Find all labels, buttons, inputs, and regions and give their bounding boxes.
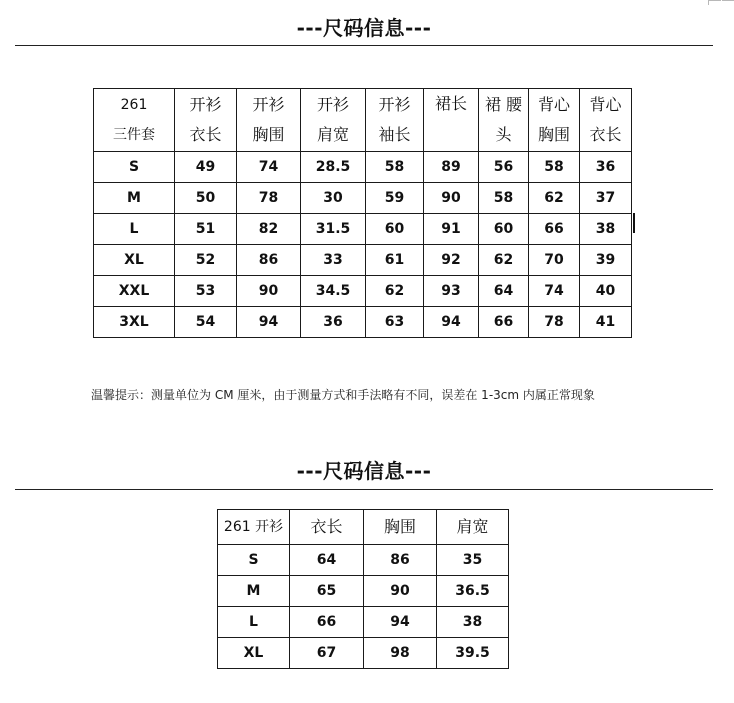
table-cell: S — [218, 545, 290, 576]
table-cell: 98 — [364, 638, 437, 669]
table-cell: XL — [94, 245, 175, 276]
table-cell: 78 — [529, 307, 580, 338]
page-corner-mark-right — [722, 0, 734, 5]
table-cell: 63 — [366, 307, 424, 338]
header-cell-shoulder: 肩宽 — [437, 510, 509, 545]
header-label: 261 三件套 — [113, 97, 155, 143]
table-cell: 74 — [529, 276, 580, 307]
table-cell: XL — [218, 638, 290, 669]
header-label: 背心 胸围 — [537, 95, 570, 144]
header-cell-cardigan-chest — [237, 89, 301, 152]
table-cell: 78 — [237, 183, 301, 214]
header-cell-item: 261 开衫 — [218, 510, 290, 545]
table-cell: M — [218, 576, 290, 607]
table-cell: 39.5 — [437, 638, 509, 669]
table-cell: 58 — [366, 152, 424, 183]
header-label: 开衫 胸围 — [252, 95, 285, 144]
table-cell: 37 — [580, 183, 632, 214]
table-cell: 90 — [424, 183, 479, 214]
table-cell: 64 — [479, 276, 529, 307]
table-cell: XXL — [94, 276, 175, 307]
table-cell: 54 — [175, 307, 237, 338]
table-cell: 94 — [424, 307, 479, 338]
table-cell: 93 — [424, 276, 479, 307]
table-cell: 36.5 — [437, 576, 509, 607]
table-row — [94, 307, 632, 338]
header-cell-cardigan-sleeve — [366, 89, 424, 152]
table-cell: 49 — [175, 152, 237, 183]
table-cell: 90 — [237, 276, 301, 307]
table-row — [94, 152, 632, 183]
table-cell: 62 — [366, 276, 424, 307]
header-label: 开衫 肩宽 — [316, 95, 349, 144]
table-cell: 67 — [290, 638, 364, 669]
section2-divider — [15, 489, 713, 490]
table-cell: 41 — [580, 307, 632, 338]
table-cell: 53 — [175, 276, 237, 307]
section1-divider — [15, 45, 713, 46]
table-cell: 60 — [366, 214, 424, 245]
table-cell: 58 — [529, 152, 580, 183]
header-label: 开衫 袖长 — [378, 95, 411, 144]
table-cell: 36 — [580, 152, 632, 183]
table-cell: 64 — [290, 545, 364, 576]
table-cell: 31.5 — [301, 214, 366, 245]
table-cell: 40 — [580, 276, 632, 307]
table-cell: 33 — [301, 245, 366, 276]
table-cell: 56 — [479, 152, 529, 183]
table-cell: L — [218, 607, 290, 638]
table-cell: 59 — [366, 183, 424, 214]
table-cell: 92 — [424, 245, 479, 276]
table-row — [218, 607, 509, 638]
table-cell: 65 — [290, 576, 364, 607]
table-cell: 86 — [237, 245, 301, 276]
table-row — [94, 214, 632, 245]
measurement-note: 温馨提示：测量单位为 CM 厘米，由于测量方式和手法略有不同，误差在 1-3cm 内属正常现象 — [91, 388, 595, 402]
table-cell: 50 — [175, 183, 237, 214]
table-cell: 66 — [529, 214, 580, 245]
table-cell: 35 — [437, 545, 509, 576]
table-cell: 61 — [366, 245, 424, 276]
table-cell: L — [94, 214, 175, 245]
header-label: 开衫 衣长 — [189, 95, 222, 144]
table-cell: 62 — [479, 245, 529, 276]
table-header-row — [218, 510, 509, 545]
size-table-cardigan — [217, 509, 509, 669]
table-cell: 38 — [580, 214, 632, 245]
table-cell: 58 — [479, 183, 529, 214]
section1-title: ---尺码信息--- — [296, 16, 432, 40]
table-cell: 30 — [301, 183, 366, 214]
table-cell: 38 — [437, 607, 509, 638]
table-cell: 70 — [529, 245, 580, 276]
header-label: 背心 衣长 — [589, 95, 622, 144]
text-cursor-mark — [633, 213, 635, 233]
table-cell: 36 — [301, 307, 366, 338]
table-row — [218, 545, 509, 576]
page-corner-mark-left — [708, 0, 721, 5]
table-cell: 94 — [237, 307, 301, 338]
table-header-row — [94, 89, 632, 152]
table-cell: 91 — [424, 214, 479, 245]
table-cell: 89 — [424, 152, 479, 183]
table-cell: 94 — [364, 607, 437, 638]
header-cell-vest-length — [580, 89, 632, 152]
table-cell: 66 — [290, 607, 364, 638]
table-cell: 34.5 — [301, 276, 366, 307]
header-cell-set — [94, 89, 175, 152]
table-cell: 90 — [364, 576, 437, 607]
table-cell: 52 — [175, 245, 237, 276]
header-cell-length: 衣长 — [290, 510, 364, 545]
table-row — [94, 245, 632, 276]
header-cell-cardigan-shoulder — [301, 89, 366, 152]
header-cell-chest: 胸围 — [364, 510, 437, 545]
header-cell-skirt-waist — [479, 89, 529, 152]
size-table-three-piece — [93, 88, 632, 338]
table-row — [218, 576, 509, 607]
table-row — [94, 183, 632, 214]
table-cell: M — [94, 183, 175, 214]
table-cell: 51 — [175, 214, 237, 245]
table-cell: 3XL — [94, 307, 175, 338]
header-label: 裙 腰 头 — [484, 95, 523, 144]
table-cell: 60 — [479, 214, 529, 245]
header-label: 裙长 — [434, 94, 467, 113]
table-row — [94, 276, 632, 307]
table-cell: 74 — [237, 152, 301, 183]
header-cell-cardigan-length — [175, 89, 237, 152]
header-cell-skirt-length — [424, 89, 479, 152]
table-cell: 39 — [580, 245, 632, 276]
header-cell-vest-chest — [529, 89, 580, 152]
table-cell: S — [94, 152, 175, 183]
table-row — [218, 638, 509, 669]
table-cell: 86 — [364, 545, 437, 576]
section2-title: ---尺码信息--- — [296, 459, 432, 483]
table-cell: 82 — [237, 214, 301, 245]
table-cell: 62 — [529, 183, 580, 214]
table-cell: 28.5 — [301, 152, 366, 183]
table-cell: 66 — [479, 307, 529, 338]
